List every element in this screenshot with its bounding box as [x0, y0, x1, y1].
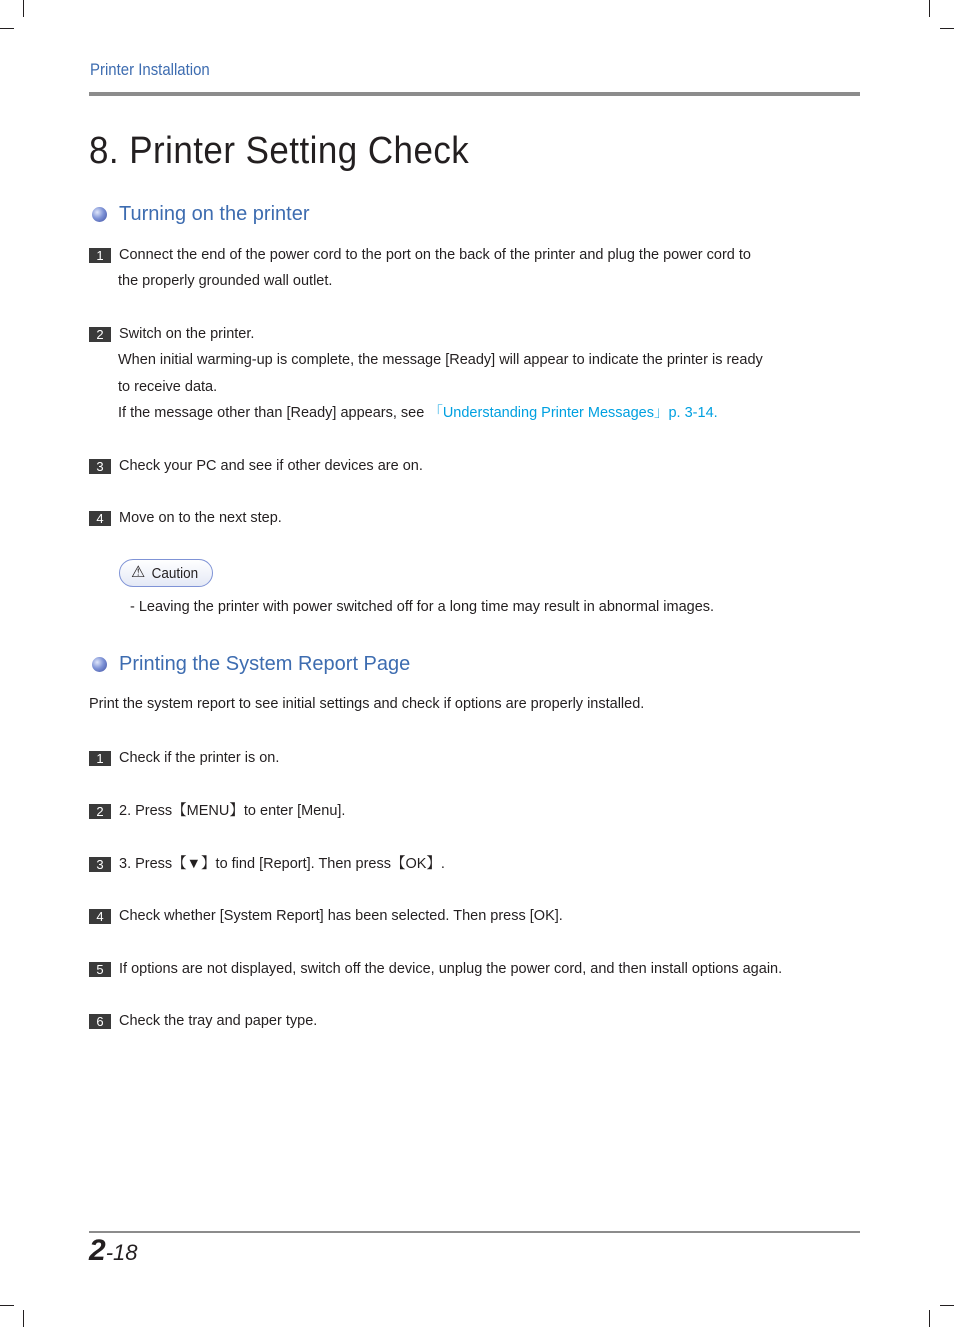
footer-rule — [89, 1231, 860, 1233]
caution-label: Caution — [151, 564, 199, 582]
crop-mark — [0, 1305, 14, 1306]
crop-mark — [0, 28, 14, 29]
step-text: Connect the end of the power cord to the port on the back of the printer and plug the power cord to — [119, 247, 751, 263]
running-header: Printer Installation — [90, 60, 210, 79]
crop-mark — [940, 1305, 954, 1306]
step-number-badge: 4 — [89, 909, 111, 924]
crop-mark — [940, 28, 954, 29]
step-number-badge: 4 — [89, 511, 111, 526]
section-heading-system-report — [92, 653, 410, 676]
step-number-badge: 2 — [89, 804, 111, 819]
page-title: 8. Printer Setting Check — [89, 130, 470, 172]
page-number — [89, 1234, 137, 1268]
section-heading-text: Turning on the printer — [119, 203, 310, 225]
section-heading-text: Printing the System Report Page — [119, 653, 411, 675]
step-number-badge: 1 — [89, 248, 111, 263]
warning-triangle-icon: ⚠ — [130, 564, 146, 581]
sphere-bullet-icon — [92, 207, 107, 222]
crop-mark — [23, 0, 24, 17]
caution-badge — [119, 559, 213, 587]
step-text: 3. Press【▼】to find [Report]. Then press【OK】. — [119, 856, 445, 872]
page-number-chapter: 2 — [89, 1234, 106, 1267]
step-text: Check whether [System Report] has been selected. Then press [OK]. — [119, 908, 563, 924]
step-number-badge: 6 — [89, 1014, 111, 1029]
header-rule — [89, 92, 860, 96]
crop-mark — [929, 1310, 930, 1327]
crop-mark — [929, 0, 930, 17]
crop-mark — [23, 1310, 24, 1327]
caution-note: - Leaving the printer with power switched off for a long time may result in abnormal images. — [130, 599, 715, 615]
step-text: If options are not displayed, switch off the device, unplug the power cord, and then install options again. — [119, 961, 783, 977]
step-number-badge: 3 — [89, 857, 111, 872]
step-text-continued — [118, 400, 718, 427]
sphere-bullet-icon — [92, 657, 107, 672]
step-number-badge: 2 — [89, 327, 111, 342]
step-text: Check the tray and paper type. — [119, 1013, 318, 1029]
step-text: Switch on the printer. — [119, 326, 255, 342]
step-text-continued: When initial warming-up is complete, the message [Ready] will appear to indicate the printer is ready — [118, 352, 763, 368]
step-text-continued: the properly grounded wall outlet. — [118, 273, 333, 289]
step-text: Check if the printer is on. — [119, 750, 280, 766]
section-heading-turning-on — [92, 203, 309, 226]
cross-reference-link[interactable]: 「Understanding Printer Messages」p. 3-14. — [428, 405, 718, 421]
step-number-badge: 3 — [89, 459, 111, 474]
step-text: 2. Press【MENU】to enter [Menu]. — [119, 803, 346, 819]
step-number-badge: 5 — [89, 962, 111, 977]
step-text: Move on to the next step. — [119, 510, 282, 526]
step-number-badge: 1 — [89, 751, 111, 766]
page-number-page: -18 — [105, 1240, 138, 1265]
step-text-continued: to receive data. — [118, 379, 218, 395]
step-text-fragment: If the message other than [Ready] appears, see — [118, 405, 429, 421]
section-intro: Print the system report to see initial settings and check if options are properly installed. — [89, 696, 645, 712]
step-text: Check your PC and see if other devices are on. — [119, 458, 423, 474]
